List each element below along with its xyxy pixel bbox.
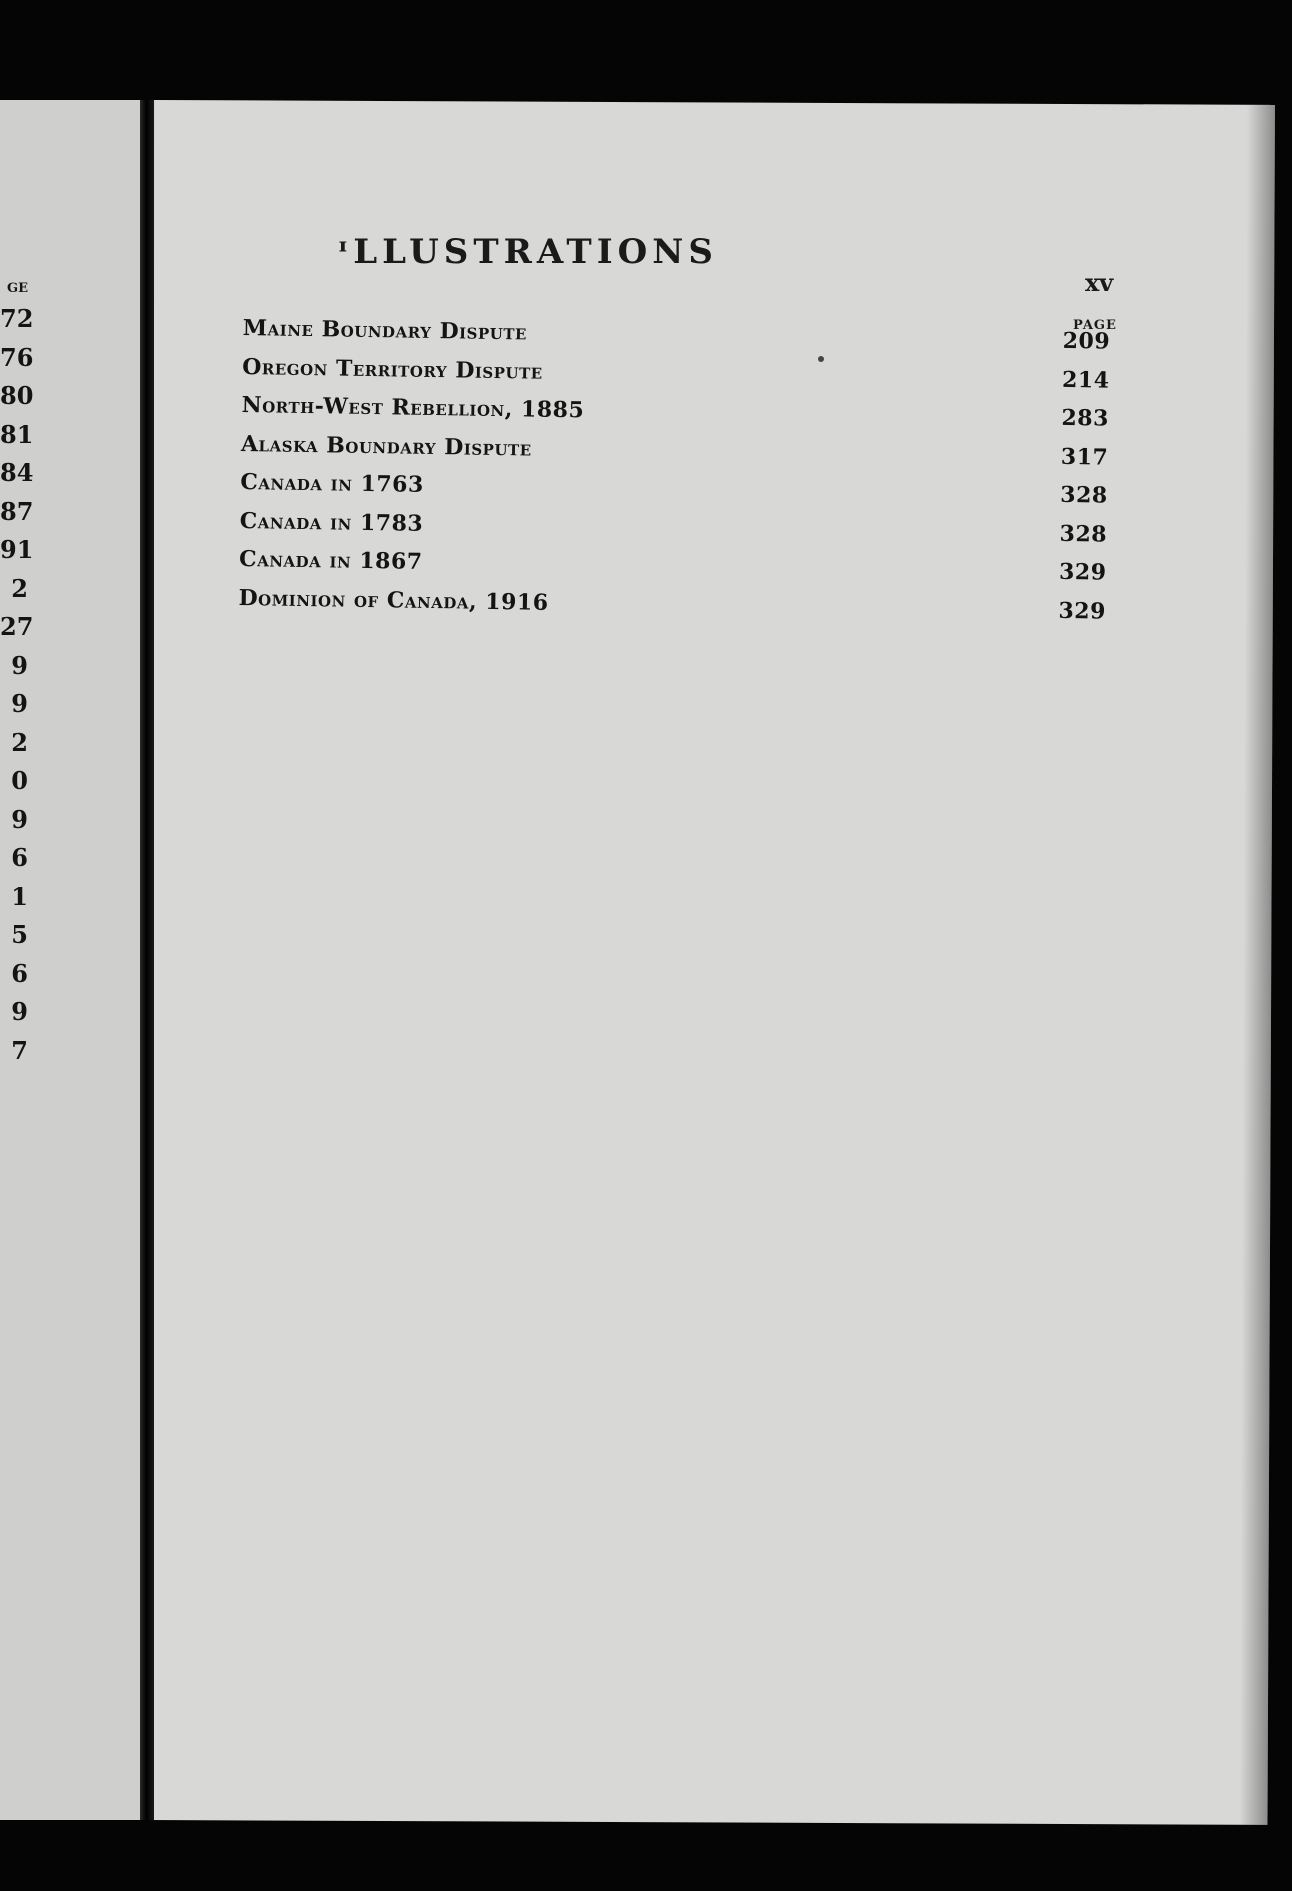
facing-page-number: 9 [11,650,28,680]
facing-page-number: 7 [11,1035,28,1065]
facing-page-number: 5 [11,920,28,949]
entry-title: Canada in 1783 [239,507,424,537]
facing-page-number: 0 [11,766,28,795]
entry-page: 214 [1061,366,1110,394]
facing-page-number: 72 [0,304,34,333]
illustrations-list [238,315,1123,637]
ink-speck [818,356,824,362]
entry-title: North-West Rebellion, 1885 [241,391,585,424]
facing-page-number: 76 [0,342,34,372]
page-folio: xv [1085,268,1114,297]
entry-title: Maine Boundary Dispute [242,315,528,346]
entry-page: 283 [1061,404,1110,432]
facing-page-number: 9 [11,804,28,834]
running-head: ᶦLLUSTRATIONS [338,232,718,272]
entry-title: Canada in 1867 [238,545,423,575]
entry-title: Oregon Territory Dispute [241,353,543,385]
page-column-label: PAGE [1073,318,1117,333]
facing-page-number: 6 [11,843,28,872]
facing-page-number: 27 [0,612,34,641]
facing-page-number: 2 [11,727,28,757]
facing-page-head: GE [6,281,28,296]
book-gutter [140,100,154,1820]
entry-title: Dominion of Canada, 1916 [238,584,549,616]
facing-page-number: 9 [11,689,28,718]
entry-title: Canada in 1763 [240,468,424,498]
entry-page: 329 [1058,597,1107,625]
entry-page: 317 [1060,443,1109,471]
facing-page-number: 81 [0,419,34,449]
entry-page: 328 [1060,481,1108,509]
facing-page-number: 80 [0,381,34,410]
entry-page: 329 [1058,558,1107,586]
entry-title: Alaska Boundary Dispute [240,430,532,462]
facing-page-number: 87 [0,496,34,526]
facing-page-number: 2 [11,573,28,603]
facing-page-number: 91 [0,535,34,564]
entry-page: 328 [1059,520,1108,548]
facing-page-number: 84 [0,458,34,487]
facing-page-number: 9 [11,997,28,1026]
facing-page-number: 6 [11,958,28,988]
facing-page-number: 1 [11,881,28,911]
entry-page: 209 [1062,327,1111,355]
facing-page-numbers [0,278,34,1070]
